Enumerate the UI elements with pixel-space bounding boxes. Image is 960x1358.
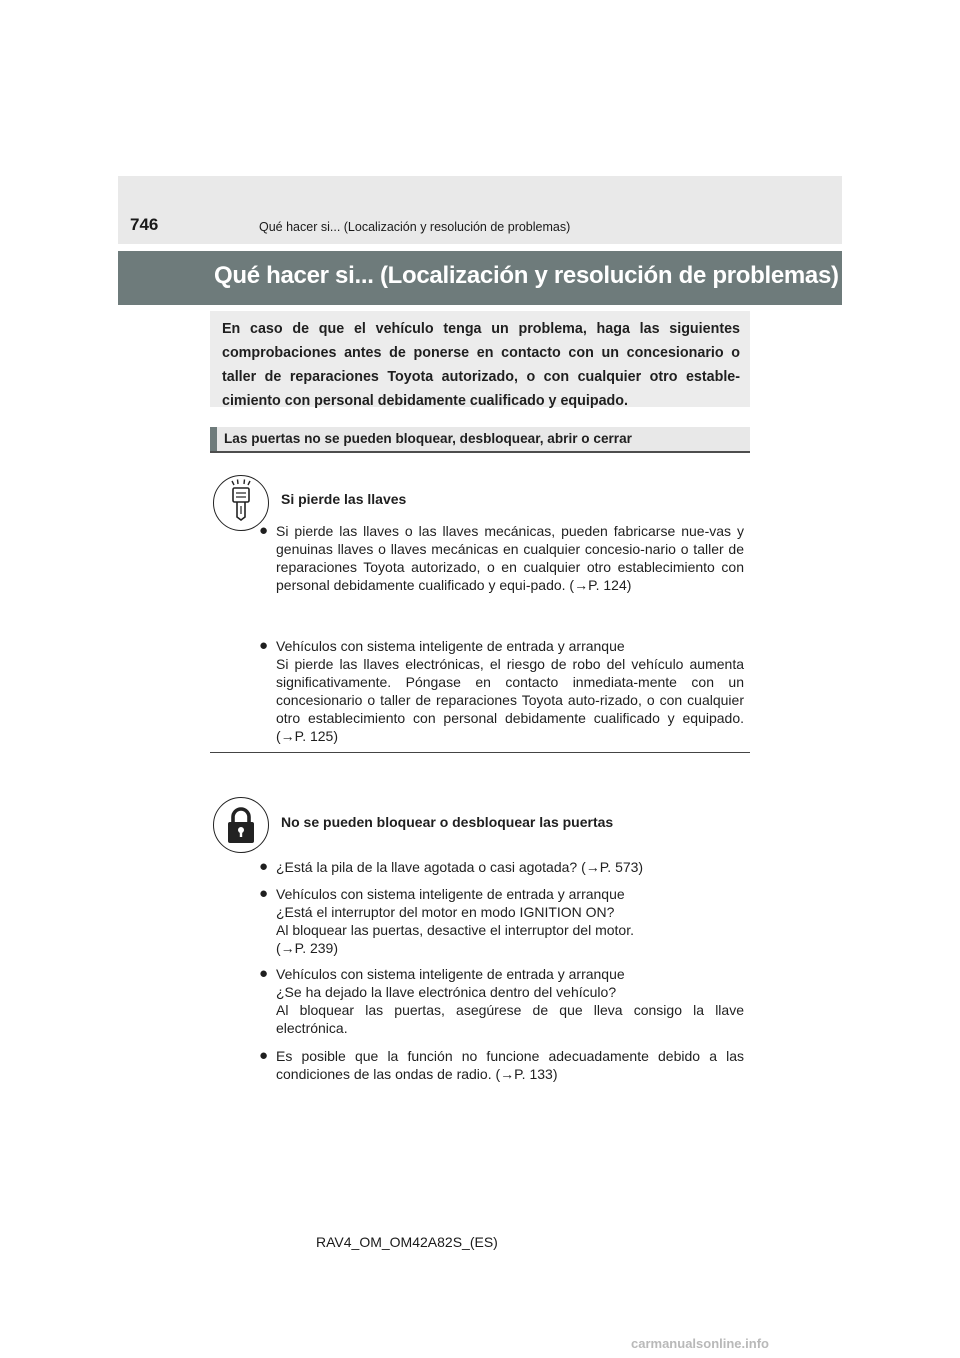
bullet-dot: ● [259,637,269,654]
list-item [259,522,744,594]
bullet-text: Al bloquear las puertas, desactive el interruptor del motor. [276,922,634,938]
list-item [259,858,744,876]
subheading-lost-keys: Si pierde las llaves [281,491,407,507]
bullet-text: Si pierde las llaves electrónicas, el riesgo de robo del vehículo aumenta significativamente. Póngase en contacto inmediata-mente con un concesionario o taller de reparaciones Toyota auto-rizado, o con cualquier otro establecimiento con personal debidamente cualificado y equipado. (→P. 125) [276,656,744,744]
intro-text: En caso de que el vehículo tenga un problema, haga las siguientes comprobaciones antes de ponerse en contacto con un concesionario o taller de reparaciones Toyota autorizado, o con cualquier otro estable-cimiento con personal debidamente cualificado y equipado. [222,321,740,409]
bullet-dot: ● [259,965,269,982]
footer-code: RAV4_OM_OM42A82S_(ES) [316,1234,498,1250]
section-label: Las puertas no se pueden bloquear, desbloquear, abrir o cerrar [224,431,632,446]
bullet-text: Vehículos con sistema inteligente de entrada y arranque [276,966,625,982]
section-header [210,427,750,453]
divider [210,752,750,753]
padlock-icon [213,797,269,853]
bullet-text: ¿Está la pila de la llave agotada o casi agotada? (→P. 573) [276,859,644,875]
list-item [259,1047,744,1083]
list-item [259,965,744,1037]
bullet-text: Vehículos con sistema inteligente de entrada y arranque [276,638,625,654]
bullet-text: Si pierde las llaves o las llaves mecánicas, pueden fabricarse nue-vas y genuinas llaves o llaves mecánicas en cualquier concesio-nario o taller de reparaciones Toyota autorizado, o en cualquier otro establecimiento con personal debidamente cualificado y equi-pado. (→P. 124) [276,523,744,593]
bullet-text: (→P. 239) [276,940,338,956]
page-title: Qué hacer si... (Localización y resolución de problemas) [214,262,839,289]
bullet-dot: ● [259,858,269,875]
bullet-text: ¿Está el interruptor del motor en modo IGNITION ON? [276,904,615,920]
running-header: Qué hacer si... (Localización y resolución de problemas) [259,220,571,234]
subheading-locking: No se pueden bloquear o desbloquear las puertas [281,814,614,830]
bullet-text: ¿Se ha dejado la llave electrónica dentro del vehículo? [276,984,617,1000]
bullet-dot: ● [259,1047,269,1064]
bullet-text: Es posible que la función no funcione adecuadamente debido a las condiciones de las ondas de radio. (→P. 133) [276,1048,744,1082]
list-item [259,637,744,745]
bullet-text: Al bloquear las puertas, asegúrese de que lleva consigo la llave electrónica. [276,1002,744,1036]
list-item [259,885,744,957]
watermark: carmanualsonline.info [631,1336,769,1351]
bullet-dot: ● [259,522,269,539]
bullet-dot: ● [259,885,269,902]
section-accent [210,427,217,451]
bullet-text: Vehículos con sistema inteligente de entrada y arranque [276,886,625,902]
page-number: 746 [130,215,159,234]
